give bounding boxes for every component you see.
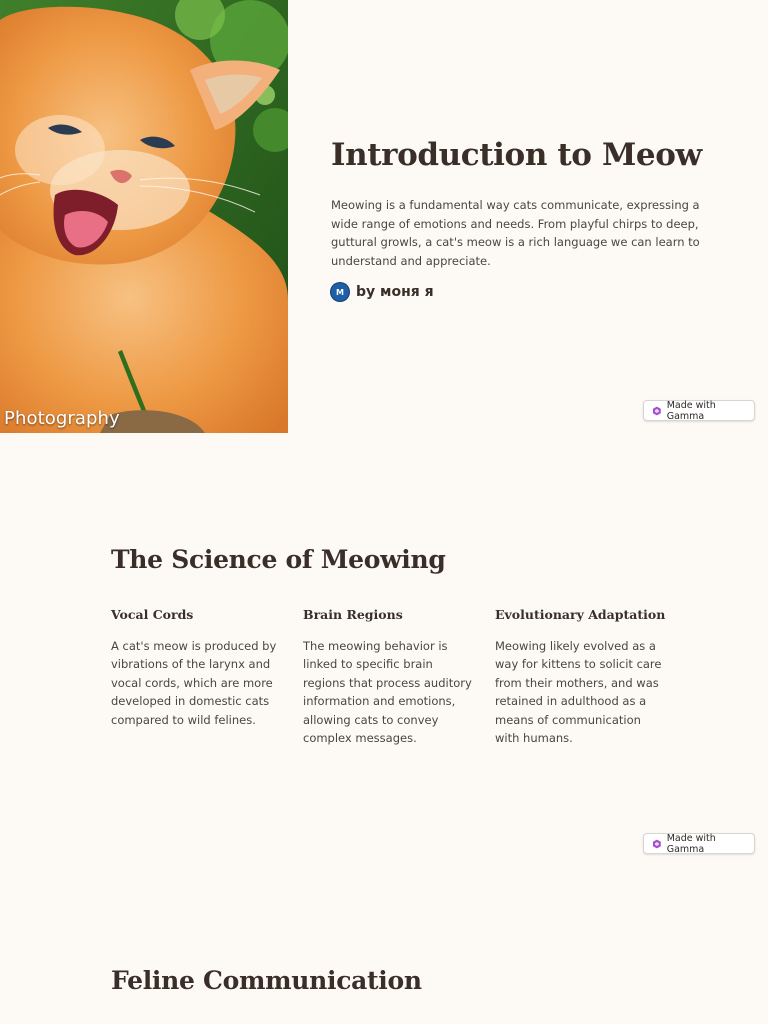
column-text: Meowing likely evolved as a way for kittens to solicit care from their mothers, and was retained in adulthood as a means of communication with humans. [495,639,662,746]
column-title: Vocal Cords [111,607,194,622]
photo-caption: Photography [4,408,120,429]
section-title-communication: Feline Communication [111,966,422,995]
hero-photo [0,0,288,433]
science-column-evolutionary-adaptation [495,606,667,747]
made-with-gamma-button[interactable] [643,833,755,854]
column-text: The meowing behavior is linked to specific brain regions that process auditory information and emotions, allowing cats to convey complex messages. [303,639,472,746]
column-title: Evolutionary Adaptation [495,607,666,622]
made-with-gamma-button[interactable] [643,400,755,421]
hero-description: Meowing is a fundamental way cats communicate, expressing a wide range of emotions and needs. From playful chirps to deep, guttural growls, a cat's meow is a rich language we can learn to understand and appreciate. [331,198,700,268]
column-title: Brain Regions [303,607,403,622]
page-title: Introduction to Meow [331,137,702,173]
author-byline[interactable] [331,283,434,301]
gamma-logo-icon [652,839,662,849]
column-text: A cat's meow is produced by vibrations of the larynx and vocal cords, which are more developed in domestic cats compared to wild felines. [111,639,277,727]
made-with-gamma-label: Made with Gamma [666,399,716,422]
science-column-vocal-cords [111,606,283,729]
kitten-illustration [0,0,288,433]
made-with-gamma-label: Made with Gamma [666,832,716,855]
author-name[interactable]: by моня я [356,284,434,300]
avatar[interactable]: M [331,283,349,301]
science-column-brain-regions [303,606,475,747]
section-title-science: The Science of Meowing [111,545,446,574]
gamma-logo-icon [652,406,662,416]
